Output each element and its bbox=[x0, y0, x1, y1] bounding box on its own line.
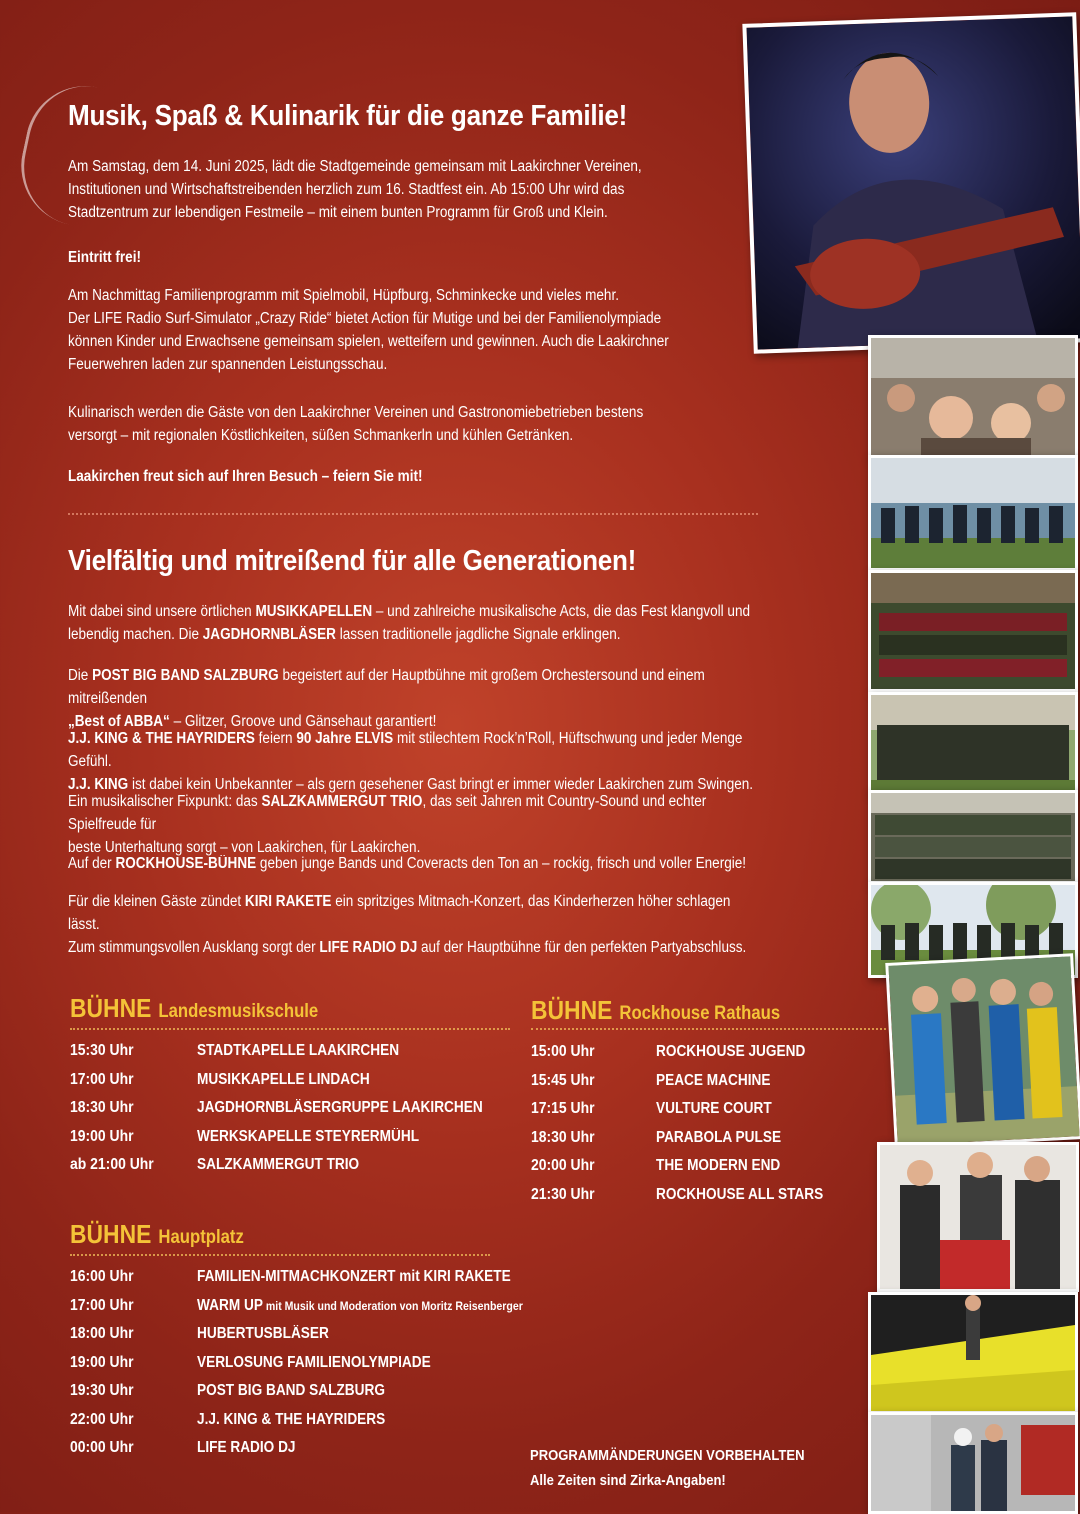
schedule-row bbox=[70, 1071, 520, 1100]
schedule-act: WARM UP mit Musik und Moderation von Moritz Reisenberger bbox=[197, 1296, 523, 1314]
schedule-act: WERKSKAPELLE STEYRERMÜHL bbox=[197, 1127, 420, 1145]
schedule-row bbox=[531, 1100, 871, 1129]
stage-haupt-schedule bbox=[70, 1268, 610, 1468]
schedule-row bbox=[70, 1439, 610, 1468]
schedule-time: 19:00 Uhr bbox=[70, 1353, 134, 1371]
schedule-act: VERLOSUNG FAMILIENOLYMPIADE bbox=[197, 1353, 431, 1371]
schedule-time: ab 21:00 Uhr bbox=[70, 1156, 154, 1173]
schedule-time: 18:30 Uhr bbox=[70, 1099, 134, 1116]
schedule-act: POST BIG BAND SALZBURG bbox=[197, 1382, 385, 1399]
elvis-performer-photo bbox=[742, 12, 1080, 353]
music-title: Vielfältig und mitreißend für alle Generationen! bbox=[68, 545, 637, 577]
schedule-row bbox=[70, 1325, 610, 1354]
music-paragraph-1: Mit dabei sind unsere örtlichen MUSIKKAPELLEN – und zahlreiche musikalische Acts, die das Fest klangvoll und lebendig machen. Die JAGDHORNBLÄSER lassen traditionelle jagdliche Signale erklingen. bbox=[68, 603, 751, 643]
schedule-act: J.J. KING & THE HAYRIDERS bbox=[197, 1410, 386, 1428]
schedule-row bbox=[531, 1043, 871, 1072]
brass-band-outdoor-photo bbox=[868, 455, 1078, 571]
schedule-row bbox=[531, 1186, 871, 1215]
schedule-act: PARABOLA PULSE bbox=[656, 1128, 782, 1146]
culinary-paragraph: Kulinarisch werden die Gäste von den Laakirchner Vereinen und Gastronomiebetrieben bestens versorgt – mit regionalen Köstlichkeiten, süßen Schmankerln und kühlen Getränken. bbox=[68, 404, 644, 444]
werkskapelle-group-photo bbox=[868, 790, 1078, 884]
schedule-row bbox=[70, 1382, 610, 1411]
schedule-time: 15:30 Uhr bbox=[70, 1042, 134, 1059]
stage-rock-heading: BÜHNE Rockhouse Rathaus bbox=[531, 995, 781, 1025]
intro-paragraph: Am Samstag, dem 14. Juni 2025, lädt die Stadtgemeinde gemeinsam mit Laakirchner Vereinen, Institutionen und Wirtschaftstreibenden herzlich zum 16. Stadtfest ein. Ab 15:00 Uhr wird das Stadtzentrum zur lebendigen Festmeile – mit einem bunten Programm für Groß und Klein. bbox=[68, 158, 642, 221]
schedule-row bbox=[70, 1099, 520, 1128]
schedule-row bbox=[70, 1297, 610, 1326]
rock-band-photo bbox=[885, 953, 1080, 1149]
music-paragraph-6: Für die kleinen Gäste zündet KIRI RAKETE ein spritziges Mitmach-Konzert, das Kinderherzen höher schlagen lässt. Zum stimmungsvollen Ausklang sorgt der LIFE RADIO DJ auf der Hauptbühne für den perfekten Partyabschluss. bbox=[68, 893, 747, 956]
family-paragraph: Am Nachmittag Familienprogramm mit Spielmobil, Hüpfburg, Schminkecke und vieles mehr. Der LIFE Radio Surf-Simulator „Crazy Ride“ bietet Action für Mutige und bei der Familienolympiade können Kinder und Erwachsene gemeinsam spielen, wetteifern und gewinnen. Auch die Laakirchner Feuerwehren laden zur spannenden Leistungsschau. bbox=[68, 287, 669, 373]
music-paragraph-3: J.J. KING & THE HAYRIDERS feiern 90 Jahre ELVIS mit stilechtem Rock’n’Roll, Hüftschwung und jeder Menge Gefühl. J.J. KING ist dabei kein Unbekannter – als gern gesehener Gast bringt er immer wieder Laakirchen zum Swingen. bbox=[68, 730, 754, 793]
schedule-time: 18:00 Uhr bbox=[70, 1325, 134, 1342]
schedule-time: 17:15 Uhr bbox=[531, 1100, 595, 1117]
schedule-row bbox=[531, 1129, 871, 1158]
schedule-act: FAMILIEN-MITMACHKONZERT mit KIRI RAKETE bbox=[197, 1268, 511, 1285]
schedule-time: 21:30 Uhr bbox=[531, 1185, 595, 1203]
intro-title: Musik, Spaß & Kulinarik für die ganze Familie! bbox=[68, 100, 627, 132]
fire-brigade-photo bbox=[868, 1412, 1078, 1514]
schedule-time: 15:45 Uhr bbox=[531, 1071, 595, 1089]
schedule-act: ROCKHOUSE JUGEND bbox=[656, 1043, 806, 1060]
schedule-time: 18:30 Uhr bbox=[531, 1128, 595, 1146]
schedule-time: 15:00 Uhr bbox=[531, 1043, 595, 1060]
schedule-act: HUBERTUSBLÄSER bbox=[197, 1325, 329, 1342]
schedule-act: LIFE RADIO DJ bbox=[197, 1439, 296, 1456]
stage-landes-schedule bbox=[70, 1042, 520, 1185]
schedule-act: VULTURE COURT bbox=[656, 1100, 772, 1117]
stage-landes-heading: BÜHNE Landesmusikschule bbox=[70, 993, 319, 1023]
schedule-time: 19:30 Uhr bbox=[70, 1382, 134, 1399]
schedule-row bbox=[531, 1072, 871, 1101]
schedule-time: 20:00 Uhr bbox=[531, 1157, 595, 1174]
schedule-time: 22:00 Uhr bbox=[70, 1410, 134, 1428]
schedule-act-note: mit Musik und Moderation von Moritz Reisenberger bbox=[262, 1298, 523, 1313]
children-festival-photo bbox=[868, 335, 1078, 459]
schedule-row bbox=[70, 1411, 610, 1440]
schedule-time: 17:00 Uhr bbox=[70, 1296, 134, 1314]
schedule-time: 19:00 Uhr bbox=[70, 1127, 134, 1145]
schedule-act: STADTKAPELLE LAAKIRCHEN bbox=[197, 1042, 400, 1059]
closing-line: Laakirchen freut sich auf Ihren Besuch – feiern Sie mit! bbox=[68, 468, 423, 485]
schedule-row bbox=[70, 1156, 520, 1185]
schedule-act: JAGDHORNBLÄSERGRUPPE LAAKIRCHEN bbox=[197, 1099, 483, 1116]
music-paragraph-2: Die POST BIG BAND SALZBURG begeistert auf der Hauptbühne mit großem Orchestersound und einem mitreißenden „Best of ABBA“ – Glitzer, Groove und Gänsehaut garantiert! bbox=[68, 667, 705, 730]
schedule-time: 00:00 Uhr bbox=[70, 1439, 134, 1456]
entry-free: Eintritt frei! bbox=[68, 249, 141, 266]
schedule-act: MUSIKKAPELLE LINDACH bbox=[197, 1070, 370, 1088]
hunting-horn-group-photo bbox=[868, 692, 1078, 794]
schedule-row bbox=[70, 1042, 520, 1071]
music-paragraph-5: Auf der ROCKHOUSE-BÜHNE geben junge Bands und Coveracts den Ton an – rockig, frisch und voller Energie! bbox=[68, 855, 747, 872]
schedule-act: SALZKAMMERGUT TRIO bbox=[197, 1156, 360, 1173]
crazy-ride-photo bbox=[868, 1292, 1078, 1414]
stage-haupt-heading: BÜHNE Hauptplatz bbox=[70, 1219, 244, 1249]
dotted-divider bbox=[68, 513, 758, 515]
stage-haupt-divider bbox=[70, 1254, 490, 1256]
schedule-act: ROCKHOUSE ALL STARS bbox=[656, 1185, 824, 1203]
schedule-time: 17:00 Uhr bbox=[70, 1070, 134, 1088]
music-paragraph-4: Ein musikalischer Fixpunkt: das SALZKAMMERGUT TRIO, das seit Jahren mit Country-Sound und echter Spielfreude für beste Unterhaltung sorgt – von Laakirchen, für Laakirchen. bbox=[68, 793, 707, 856]
program-note: PROGRAMMÄNDERUNGEN VORBEHALTEN Alle Zeiten sind Zirka-Angaben! bbox=[530, 1448, 805, 1489]
stage-rock-divider bbox=[531, 1028, 886, 1030]
schedule-act: PEACE MACHINE bbox=[656, 1071, 771, 1089]
schedule-row bbox=[70, 1354, 610, 1383]
stage-rock-schedule bbox=[531, 1043, 871, 1214]
schedule-time: 16:00 Uhr bbox=[70, 1268, 134, 1285]
schedule-act: THE MODERN END bbox=[656, 1157, 781, 1174]
music-band-group-photo bbox=[868, 570, 1078, 692]
stage-landes-divider bbox=[70, 1028, 510, 1030]
schedule-row bbox=[531, 1157, 871, 1186]
schedule-row bbox=[70, 1128, 520, 1157]
schedule-row bbox=[70, 1268, 610, 1297]
salzkammergut-trio-photo bbox=[877, 1142, 1079, 1292]
